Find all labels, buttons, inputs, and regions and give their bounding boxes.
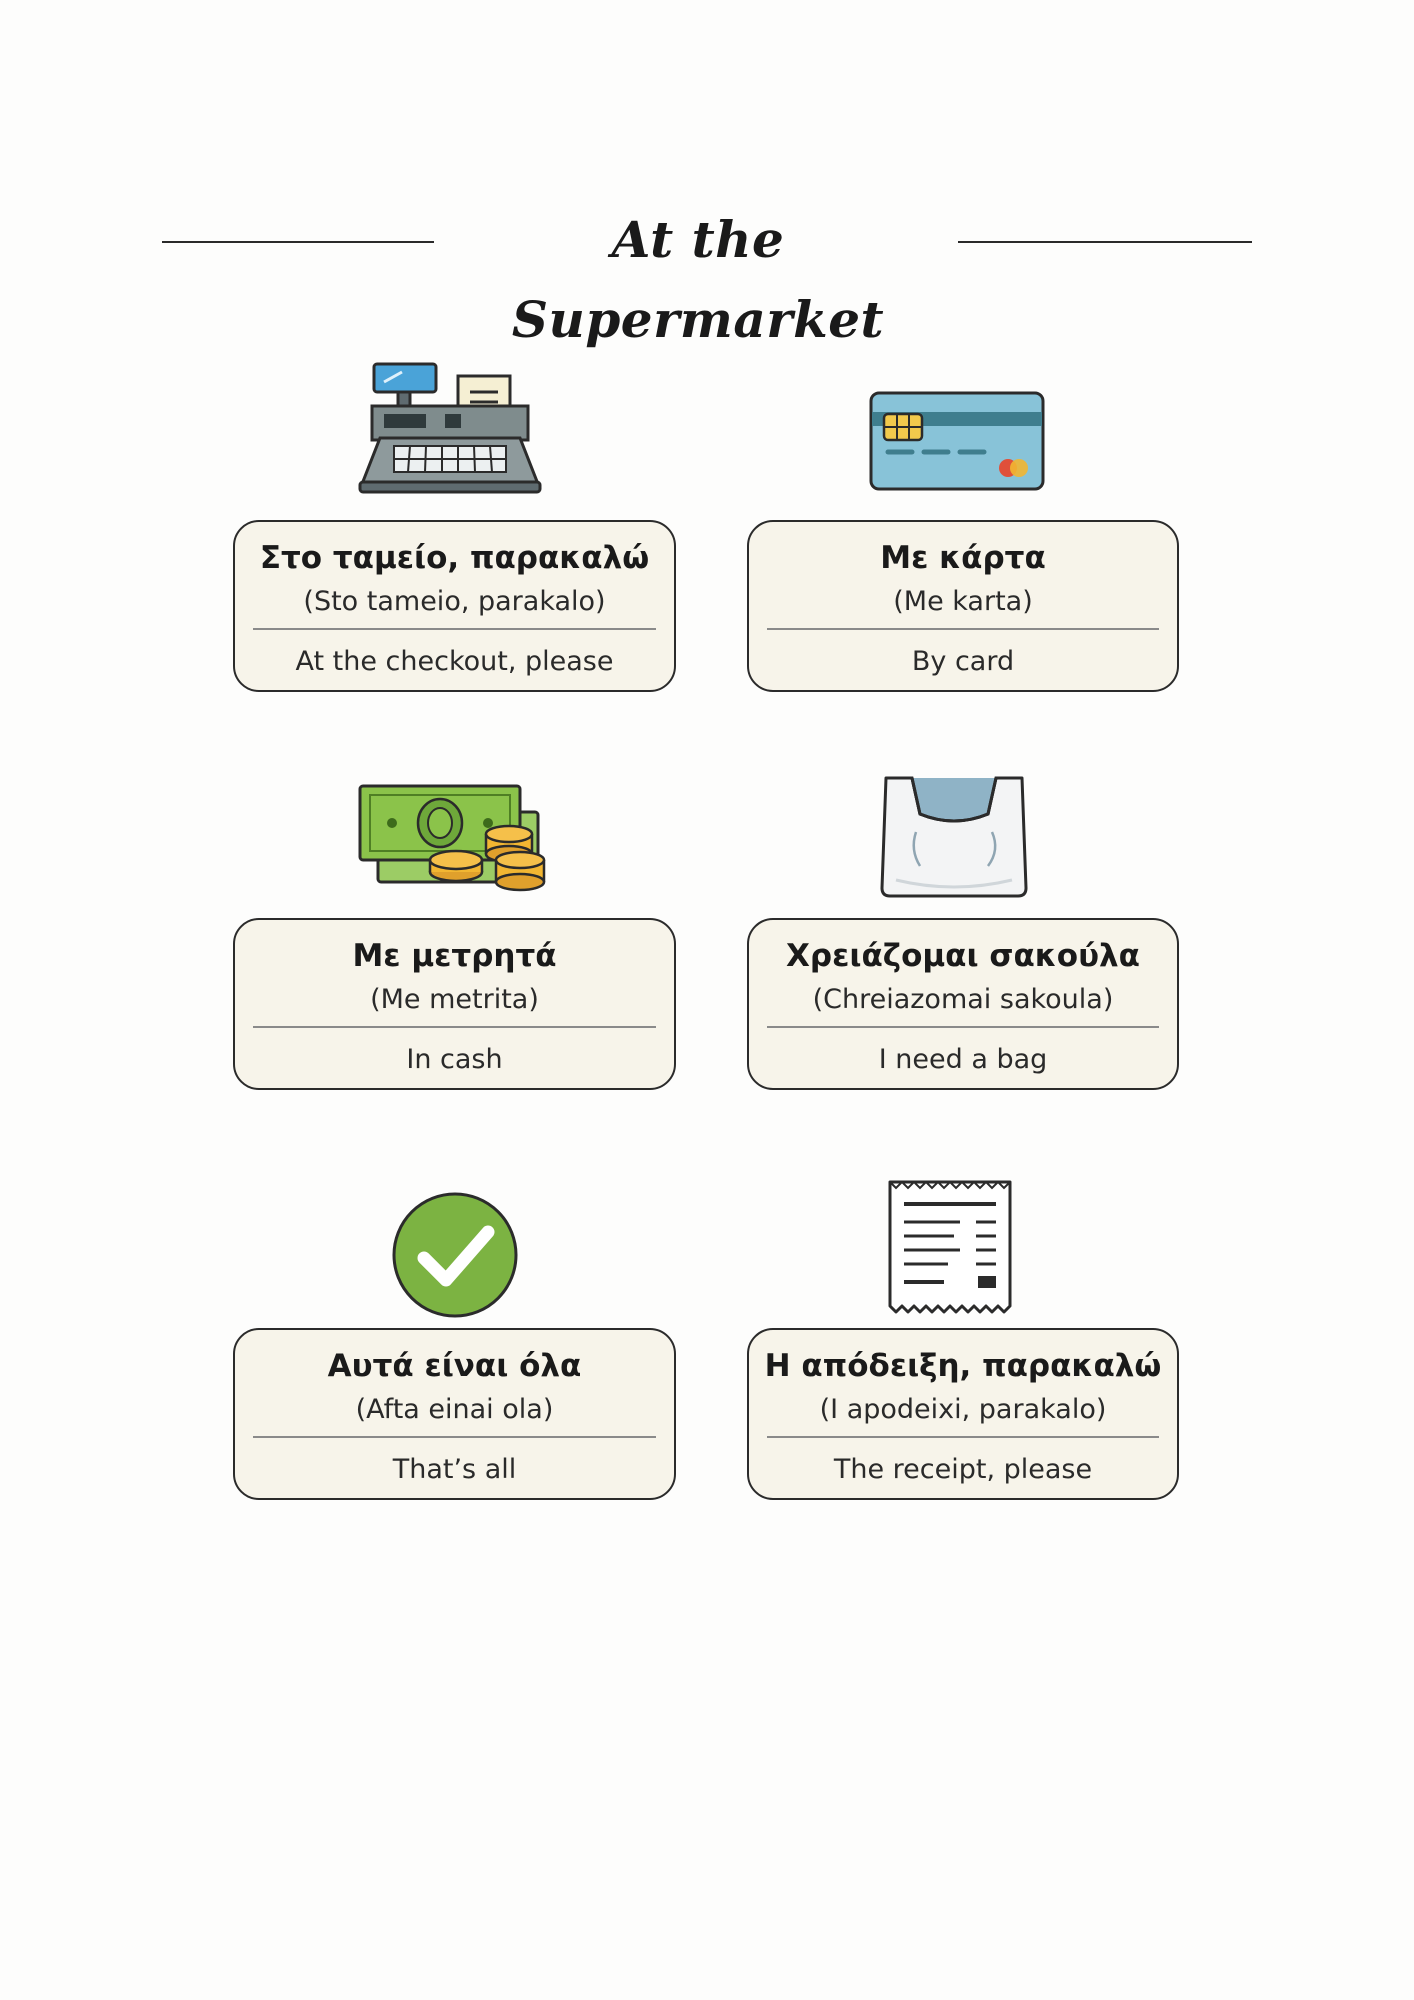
card-divider bbox=[253, 1436, 656, 1438]
greek-phrase: Χρειάζομαι σακούλα bbox=[786, 938, 1140, 974]
english-translation: By card bbox=[911, 646, 1015, 677]
transliteration: (Chreiazomai sakoula) bbox=[812, 984, 1114, 1015]
card-divider bbox=[253, 628, 656, 630]
cash-register-icon bbox=[350, 360, 550, 495]
phrase-card-thats-all bbox=[233, 1328, 676, 1500]
card-divider bbox=[767, 1436, 1159, 1438]
greek-phrase: Με μετρητά bbox=[352, 938, 557, 974]
transliteration: (Me karta) bbox=[893, 586, 1033, 617]
card-divider bbox=[767, 628, 1159, 630]
transliteration: (Sto tameio, parakalo) bbox=[303, 586, 606, 617]
transliteration: (Afta einai ola) bbox=[355, 1394, 554, 1425]
shopping-bag-icon bbox=[878, 770, 1030, 900]
card-divider bbox=[767, 1026, 1159, 1028]
phrase-card-receipt bbox=[747, 1328, 1179, 1500]
transliteration: (Me metrita) bbox=[370, 984, 539, 1015]
checkmark-icon bbox=[390, 1190, 520, 1320]
greek-phrase: Η απόδειξη, παρακαλώ bbox=[764, 1348, 1162, 1384]
credit-card-icon bbox=[868, 390, 1046, 494]
card-divider bbox=[253, 1026, 656, 1028]
title-row bbox=[162, 200, 1252, 349]
title-rule-right bbox=[958, 241, 1252, 243]
phrase-card-card bbox=[747, 520, 1179, 692]
english-translation: That’s all bbox=[392, 1454, 517, 1485]
phrase-card-bag bbox=[747, 918, 1179, 1090]
english-translation: In cash bbox=[406, 1044, 503, 1075]
title-rule-left bbox=[162, 241, 434, 243]
receipt-icon bbox=[884, 1178, 1016, 1316]
transliteration: (I apodeixi, parakalo) bbox=[819, 1394, 1107, 1425]
greek-phrase: Με κάρτα bbox=[880, 540, 1046, 576]
english-translation: I need a bag bbox=[878, 1044, 1048, 1075]
cash-and-coins-icon bbox=[356, 782, 546, 898]
page-title: At the Supermarket bbox=[511, 210, 885, 349]
greek-phrase: Στο ταμείο, παρακαλώ bbox=[259, 540, 650, 576]
greek-phrase: Αυτά είναι όλα bbox=[327, 1348, 582, 1384]
english-translation: At the checkout, please bbox=[295, 646, 614, 677]
phrase-card-cash bbox=[233, 918, 676, 1090]
english-translation: The receipt, please bbox=[833, 1454, 1093, 1485]
phrase-card-checkout bbox=[233, 520, 676, 692]
